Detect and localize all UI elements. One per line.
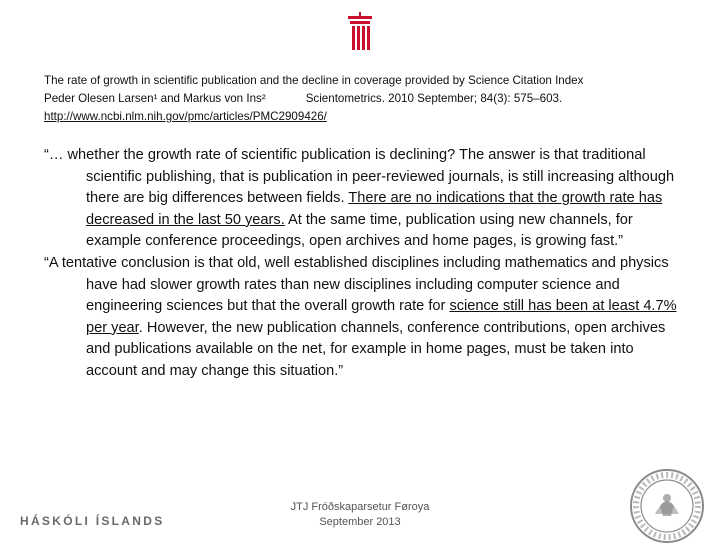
- quotes-section: [44, 145, 684, 383]
- quote-1-text-b: At the same time, publication using new channels, for example conference proceedings, open archives and home pages, is growing fast.”: [86, 211, 633, 250]
- university-name: HÁSKÓLI ÍSLANDS: [20, 514, 165, 528]
- quote-2-text-a: “A tentative conclusion is that old, well established disciplines including mathematics and physics have had slower growth rates than new disciplines including computer science and engineering sciences but that the overall growth rate for: [44, 254, 669, 315]
- quote-paragraph-2: [44, 253, 684, 383]
- quote-paragraph-1: [44, 145, 684, 253]
- journal-reference: Scientometrics. 2010 September; 84(3): 575–603.: [305, 92, 563, 105]
- quote-1-text-a: “… whether the growth rate of scientific publication is declining? The answer is that traditional scientific publishing, that is publication in peer-reviewed journals, is still increasing although there are big differences between fields.: [44, 147, 675, 207]
- footer-center: [270, 500, 450, 530]
- article-link[interactable]: http://www.ncbi.nlm.nih.gov/pmc/articles/PMC2909426/: [44, 110, 327, 123]
- article-title: The rate of growth in scientific publication and the decline in coverage provided by Science Citation Index: [44, 74, 584, 87]
- citation-header: [44, 72, 684, 126]
- quote-2-text-b: . However, the new publication channels, conference contributions, open archives and publications available on the net, for example in home pages, must be taken into account and may change this situation.”: [86, 319, 666, 379]
- university-logo-icon: [338, 10, 382, 54]
- quote-1-underlined: There are no indications that the growth rate has decreased in the last 50 years.: [86, 190, 663, 228]
- footer-institution: JTJ Fróðskaparsetur Føroya: [290, 501, 430, 513]
- quote-2-underlined: science still has been at least 4.7% per year: [86, 298, 677, 336]
- authors: Peder Olesen Larsen¹ and Markus von Ins²: [44, 92, 266, 105]
- authors-journal-line: [44, 90, 684, 108]
- university-seal-icon: [627, 466, 707, 546]
- footer-date: September 2013: [319, 516, 401, 528]
